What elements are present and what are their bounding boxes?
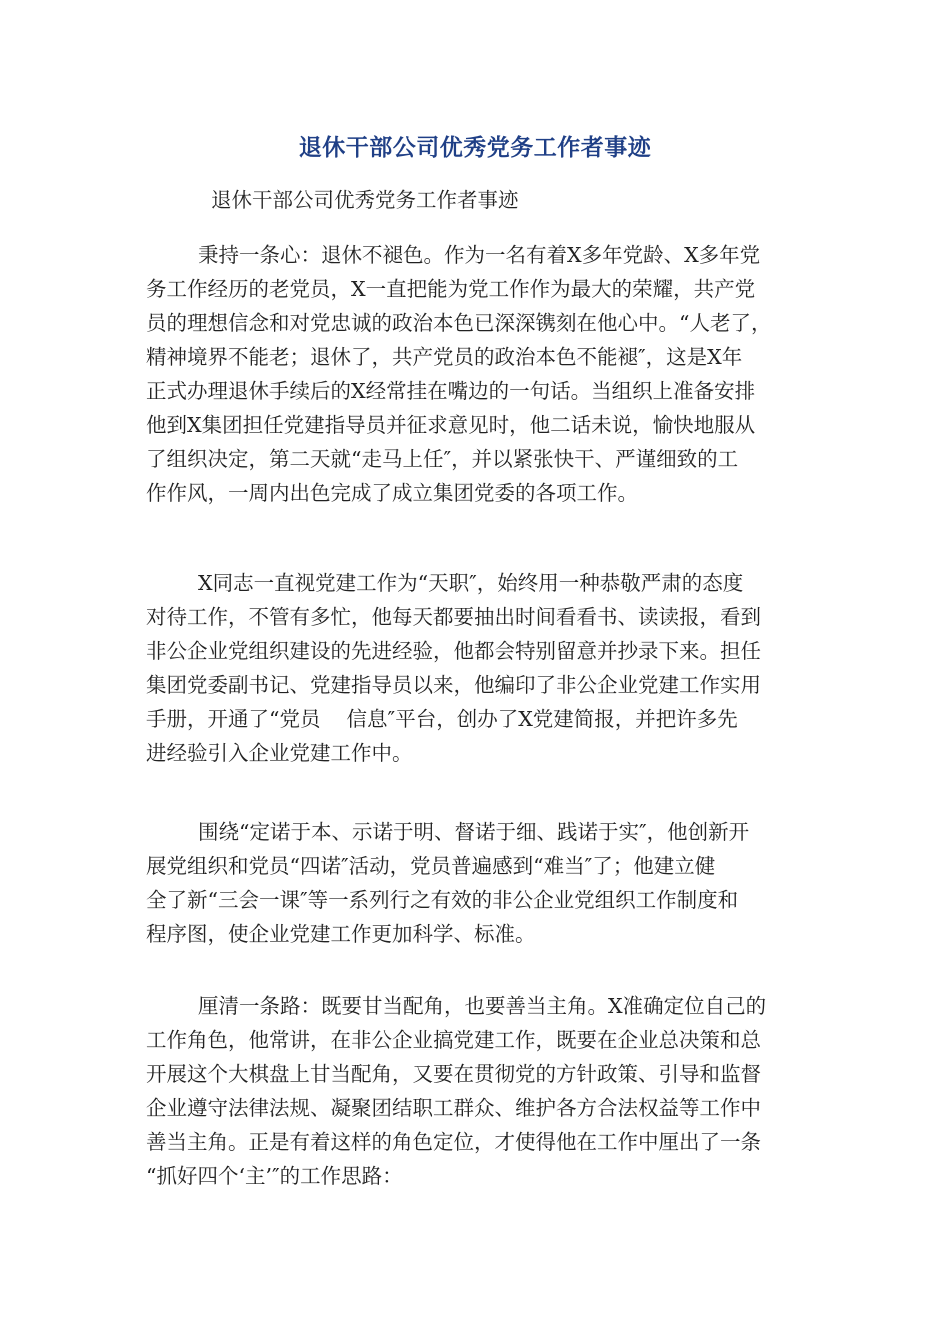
paragraph-line: 正式办理退休手续后的X经常挂在嘴边的一句话。当组织上准备安排 (146, 379, 756, 403)
paragraph-4 (146, 989, 806, 1193)
paragraph-3 (146, 815, 806, 951)
paragraph-line: 集团党委副书记、党建指导员以来，他编印了非公企业党建工作实用 (146, 673, 761, 697)
paragraph-line: 秉持一条心：退休不褪色。作为一名有着X多年党龄、X多年党 (198, 243, 761, 267)
paragraph-line: 进经验引入企业党建工作中。 (146, 741, 413, 765)
paragraph-line: 他到X集团担任党建指导员并征求意见时，他二话未说，愉快地服从 (146, 413, 756, 437)
paragraph-line: 非公企业党组织建设的先进经验，他都会特别留意并抄录下来。担任 (146, 639, 761, 663)
paragraph-line: 开展这个大棋盘上甘当配角，又要在贯彻党的方针政策、引导和监督 (146, 1062, 761, 1086)
paragraph-line: 了组织决定，第二天就“走马上任″，并以紧张快干、严谨细致的工 (146, 447, 739, 471)
paragraph-2 (146, 566, 806, 770)
paragraph-line: 精神境界不能老；退休了，共产党员的政治本色不能褪″，这是X年 (146, 345, 743, 369)
paragraph-line: 善当主角。正是有着这样的角色定位，才使得他在工作中厘出了一条 (146, 1130, 761, 1154)
paragraph-line: 厘清一条路：既要甘当配角，也要善当主角。X准确定位自己的 (198, 994, 767, 1018)
paragraph-line: 工作角色，他常讲，在非公企业搞党建工作，既要在企业总决策和总 (146, 1028, 761, 1052)
paragraph-line: 程序图，使企业党建工作更加科学、标准。 (146, 922, 536, 946)
document-title: 退休干部公司优秀党务工作者事迹 (298, 135, 652, 161)
paragraph-line: 作作风，一周内出色完成了成立集团党委的各项工作。 (146, 481, 638, 505)
document-subtitle: 退休干部公司优秀党务工作者事迹 (211, 188, 519, 212)
paragraph-line: 围绕“定诺于本、示诺于明、督诺于细、践诺于实″，他创新开 (198, 820, 750, 844)
paragraph-line: 展党组织和党员“四诺″活动，党员普遍感到“难当″了；他建立健 (146, 854, 716, 878)
paragraph-line: 全了新“三会一课″等一系列行之有效的非公企业党组织工作制度和 (146, 888, 739, 912)
paragraph-line: 员的理想信念和对党忠诚的政治本色已深深镌刻在他心中。“人老了， (146, 311, 772, 335)
paragraph-line: 企业遵守法律法规、凝聚团结职工群众、维护各方合法权益等工作中 (146, 1096, 761, 1120)
paragraph-line: 对待工作，不管有多忙，他每天都要抽出时间看看书、读读报，看到 (146, 605, 761, 629)
paragraph-line: “抓好四个‘主’″的工作思路： (146, 1164, 403, 1188)
paragraph-line: X同志一直视党建工作为“天职″，始终用一种恭敬严肃的态度 (198, 571, 744, 595)
paragraph-1 (146, 238, 806, 510)
paragraph-line: 手册，开通了“党员 信息″平台，创办了X党建简报，并把许多先 (146, 707, 738, 731)
paragraph-line: 务工作经历的老党员，X一直把能为党工作作为最大的荣耀，共产党 (146, 277, 756, 301)
